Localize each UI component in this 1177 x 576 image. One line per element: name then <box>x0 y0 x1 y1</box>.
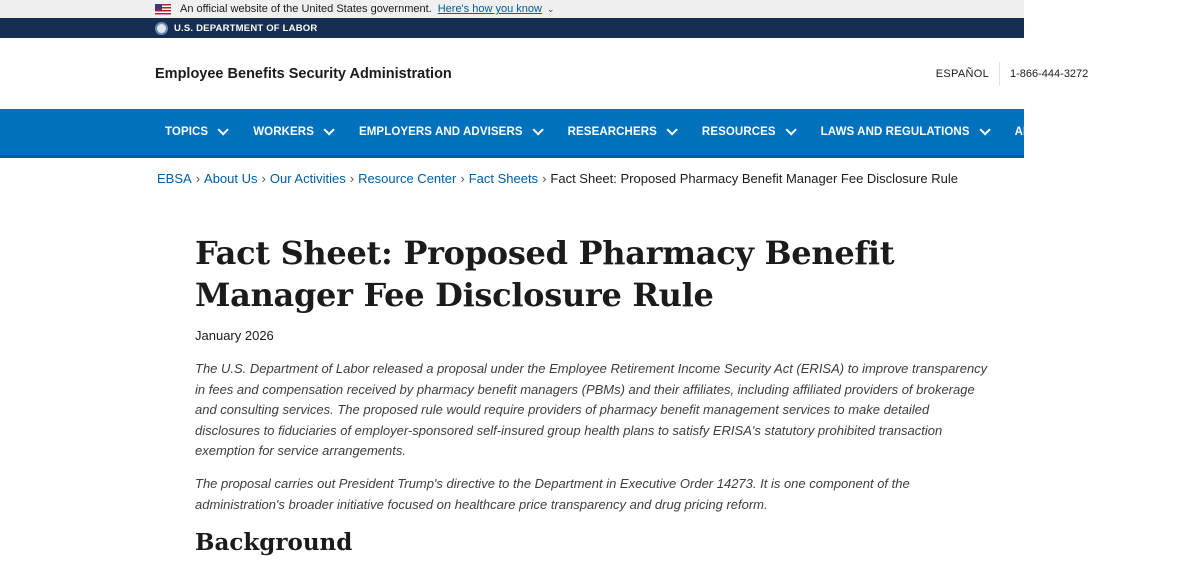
breadcrumb-link-fact-sheets[interactable]: Fact Sheets <box>468 171 539 186</box>
chevron-down-icon <box>666 124 677 135</box>
nav-item-label: CONTACT US <box>1101 126 1177 138</box>
nav-item-employers-and-advisers[interactable] <box>359 126 540 138</box>
nav-item-label: LAWS AND REGULATIONS <box>820 126 970 138</box>
chevron-down-icon <box>218 124 229 135</box>
breadcrumb-link-ebsa[interactable]: EBSA <box>157 171 192 186</box>
agency-utility-links <box>935 38 1089 109</box>
phone-number[interactable]: 1-866-444-3272 <box>999 62 1024 86</box>
gov-banner-text: An official website of the United States government. <box>180 3 432 15</box>
breadcrumb-current: Fact Sheet: Proposed Pharmacy Benefit Manager Fee Disclosure Rule <box>550 171 958 186</box>
dol-label[interactable]: U.S. DEPARTMENT OF LABOR <box>174 22 318 34</box>
heres-how-you-know-link[interactable]: Here's how you know <box>437 3 542 15</box>
main-nav <box>0 109 1177 158</box>
agency-title[interactable]: Employee Benefits Security Administration <box>155 65 452 82</box>
breadcrumb-link-our-activities[interactable]: Our Activities <box>269 171 346 186</box>
espanol-link[interactable]: ESPAÑOL <box>935 67 989 80</box>
main-content <box>195 232 995 556</box>
nav-item-contact-us[interactable] <box>1101 126 1177 138</box>
intro-paragraph: The proposal carries out President Trump's directive to the Department in Executive Order 14273. It is one component of the administration's broader initiative focused on healthcare price transparency and drug pricing reform. <box>195 475 910 512</box>
breadcrumb <box>157 171 958 186</box>
dol-bar <box>0 18 1024 38</box>
chevron-down-icon <box>1065 124 1076 135</box>
breadcrumb-separator: › <box>349 171 355 186</box>
breadcrumb-link-resource-center[interactable]: Resource Center <box>358 171 457 186</box>
nav-item-about[interactable] <box>1015 126 1073 138</box>
nav-item-label: TOPICS <box>165 126 209 138</box>
nav-item-label: WORKERS <box>253 126 314 138</box>
page-title: Fact Sheet: Proposed Pharmacy Benefit Manager Fee Disclosure Rule <box>195 234 895 314</box>
chevron-down-icon <box>323 124 334 135</box>
nav-item-label: RESOURCES <box>701 126 776 138</box>
breadcrumb-separator: › <box>195 171 201 186</box>
nav-item-resources[interactable] <box>702 126 793 138</box>
breadcrumb-separator: › <box>261 171 266 186</box>
us-flag-icon <box>155 4 171 15</box>
nav-item-label: RESEARCHERS <box>567 126 657 138</box>
breadcrumb-separator: › <box>460 171 465 186</box>
publication-date: January 2026 <box>195 328 274 343</box>
intro-paragraph: The U.S. Department of Labor released a proposal under the Employee Retirement Income Security Act (ERISA) to improve transparency in fees and compensation received by pharmacy benefit managers (PBMs) and their affiliates, including affiliated providers of brokerage and consulting services. The proposed rule would require providers of pharmacy benefit management services to make detailed disclosures to fiduciaries of employer-sponsored self-insured group health plans to satisfy ERISA's statutory prohibited transaction exemption for service arrangements. <box>195 361 988 459</box>
nav-item-researchers[interactable] <box>568 126 674 138</box>
nav-item-topics[interactable] <box>165 126 225 138</box>
breadcrumb-link-about-us[interactable]: About Us <box>204 171 258 186</box>
section-heading-background: Background <box>195 529 353 557</box>
gov-banner <box>0 0 1024 18</box>
chevron-down-icon <box>785 124 796 135</box>
dol-seal-icon <box>155 22 168 35</box>
chevron-down-icon <box>532 124 543 135</box>
agency-header <box>0 38 1089 109</box>
nav-item-workers[interactable] <box>253 126 331 138</box>
nav-item-label: ABOUT <box>1014 126 1057 138</box>
nav-item-laws-and-regulations[interactable] <box>821 126 987 138</box>
chevron-down-icon[interactable]: ⌄ <box>546 3 555 14</box>
nav-item-label: EMPLOYERS AND ADVISERS <box>358 126 523 138</box>
chevron-down-icon <box>979 124 990 135</box>
breadcrumb-separator: › <box>542 171 547 186</box>
